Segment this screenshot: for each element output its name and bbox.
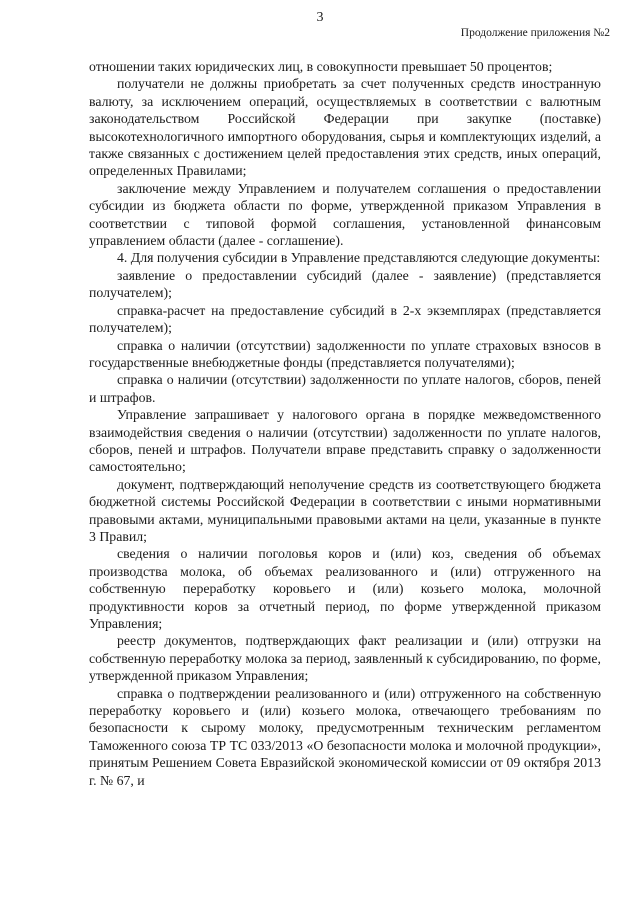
paragraph: получатели не должны приобретать за счет полученных средств иностранную валюту, за исключением операций, осуществляемых в соответствии с валютным законодательством Российской Федерации при закупке (поставке) высокотехнологичного импортного оборудования, сырья и комплектующих изделий, а также связанных с достижением целей предоставления этих средств, иных операций, определенных Правилами;	[89, 76, 601, 179]
page-number: 3	[316, 10, 324, 25]
paragraph: документ, подтверждающий неполучение средств из соответствующего бюджета бюджетной системы Российской Федерации в соответствии с иными нормативными правовыми актами, муниципальными правовыми актами на цели, указанные в пункте 3 Правил;	[89, 476, 601, 544]
paragraph: справка о подтверждении реализованного и (или) отгруженного на собственную переработку коровьего и (или) козьего молока, отвечающего требованиям по безопасности к сырому молоку, предусмотренным техническим регламентом Таможенного союза ТР ТС 033/2013 «О безопасности молока и молочной продукции», принятым Решением Совета Евразийской экономической комиссии от 09 октября 2013 г. № 67, и	[89, 685, 601, 788]
page-header: Продолжение приложения №2	[460, 27, 610, 39]
paragraph: заключение между Управлением и получателем соглашения о предоставлении субсидии из бюджета области по форме, утвержденной приказом Управления в соответствии с типовой формой соглашения, установленной финансовым управлением области (далее - соглашение).	[89, 180, 601, 249]
paragraph: заявление о предоставлении субсидий (далее - заявление) (представляется получателем);	[89, 267, 601, 301]
paragraph: Управление запрашивает у налогового органа в порядке межведомственного взаимодействия сведения о наличии (отсутствии) задолженности по уплате налогов, сборов, пеней и штрафов. Получатели вправе представить справку о задолженности самостоятельно;	[89, 407, 601, 475]
paragraph: отношении таких юридических лиц, в совокупности превышает 50 процентов;	[89, 59, 553, 74]
paragraph: сведения о наличии поголовья коров и (или) коз, сведения об объемах производства молока, об объемах реализованного и (или) отгруженного на собственную переработку коровьего и (или) козьего молока, молочной продуктивности коров за отчетный период, по форме утвержденной приказом Управления;	[89, 546, 601, 631]
paragraph: справка о наличии (отсутствии) задолженности по уплате страховых взносов в государственные внебюджетные фонды (представляется получателями);	[89, 337, 601, 370]
paragraph: 4. Для получения субсидии в Управление представляются следующие документы:	[117, 250, 601, 266]
paragraph: справка о наличии (отсутствии) задолженности по уплате налогов, сборов, пеней и штрафов.	[89, 372, 601, 405]
paragraph: справка-расчет на предоставление субсидий в 2-х экземплярах (представляется получателем);	[89, 302, 601, 336]
document-body	[89, 58, 601, 789]
paragraph: реестр документов, подтверждающих факт реализации и (или) отгрузки на собственную переработку молока за период, заявленный к субсидированию, по форме, утвержденной приказом Управления;	[89, 633, 601, 684]
